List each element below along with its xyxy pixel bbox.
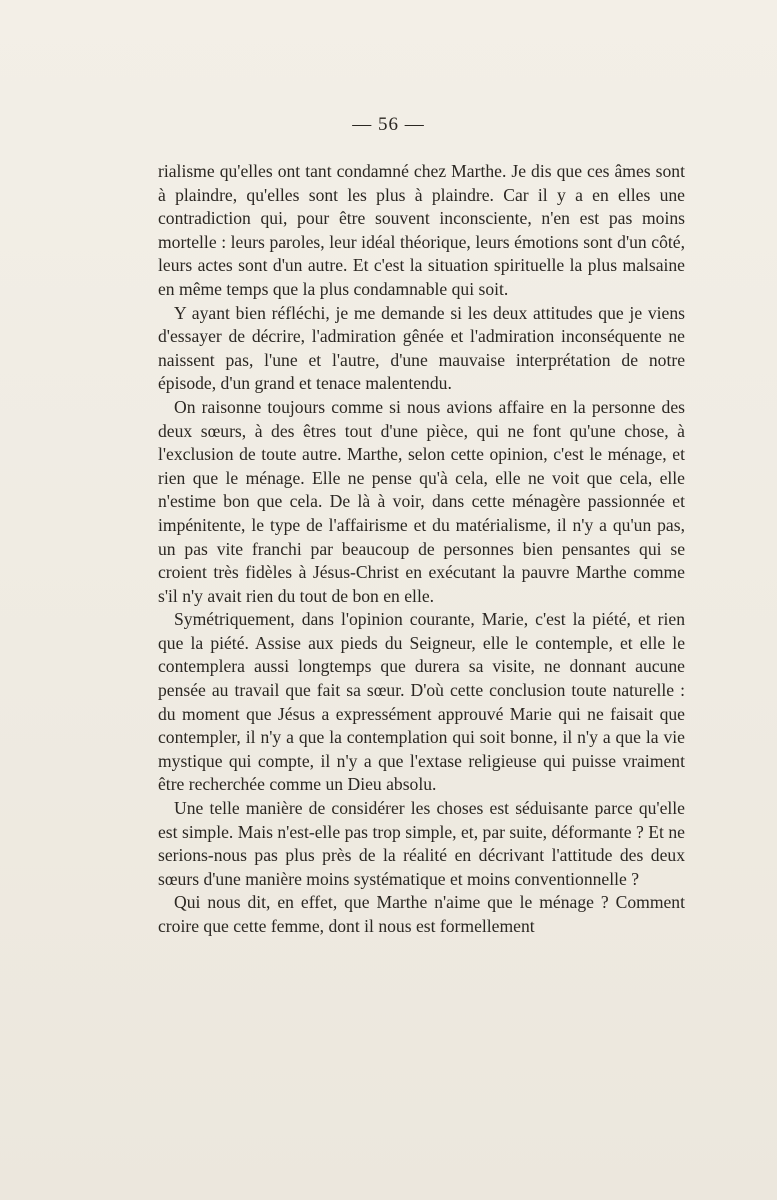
paragraph-6: Qui nous dit, en effet, que Marthe n'aime que le ménage ? Comment croire que cette femme, dont il nous est formellement	[158, 892, 685, 936]
page-number: — 56 —	[352, 114, 425, 135]
paragraph-1: rialisme qu'elles ont tant condamné chez Marthe. Je dis que ces âmes sont à plaindre, qu'elles sont les plus à plaindre. Car il y a en elles une contradiction qui, pour être souvent inconsciente, n'en est pas moins mortelle : leurs paroles, leur idéal théorique, leurs émotions sont d'un côté, leurs actes sont d'un autre. Et c'est la situation spirituelle la plus malsaine en même temps que la plus condamnable qui soit.	[158, 161, 685, 299]
paragraph-2: Y ayant bien réfléchi, je me demande si les deux attitudes que je viens d'essayer de décrire, l'admiration gênée et l'admiration inconséquente ne naissent pas, l'une et l'autre, d'une mauvaise interprétation de notre épisode, d'un grand et tenace malentendu.	[158, 302, 685, 394]
paragraph-3: On raisonne toujours comme si nous avions affaire en la personne des deux sœurs, à des êtres tout d'une pièce, qui ne font qu'une chose, à l'exclusion de toute autre. Marthe, selon cette opinion, c'est le ménage, et rien que le ménage. Elle ne pense qu'à cela, elle ne voit que cela, elle n'estime bon que cela. De là à voir, dans cette ménagère passionnée et impénitente, le type de l'affairisme et du matérialisme, il n'y a qu'un pas, un pas vite franchi par beaucoup de personnes bien pensantes qui se croient très fidèles à Jésus-Christ en exécutant la pauvre Marthe comme s'il n'y avait rien du tout de bon en elle.	[158, 396, 685, 606]
body-text	[158, 160, 685, 939]
paragraph-5: Une telle manière de considérer les choses est séduisante parce qu'elle est simple. Mais n'est-elle pas trop simple, et, par suite, déformante ? Et ne serions-nous pas plus près de la réalité en décrivant l'attitude des deux sœurs d'une manière moins systématique et moins conventionnelle ?	[158, 798, 685, 889]
paragraph-4: Symétriquement, dans l'opinion courante, Marie, c'est la piété, et rien que la piété. Assise aux pieds du Seigneur, elle le contemple, et elle le contemplera aussi longtemps que durera sa visite, ne donnant aucune pensée au travail que fait sa sœur. D'où cette conclusion toute naturelle : du moment que Jésus a expressément approuvé Marie qui ne faisait que contempler, il n'y a que la contemplation qui soit bonne, il n'y a que la vie mystique qui compte, il n'y a que l'extase religieuse qui puisse vraiment être recherchée comme un Dieu absolu.	[158, 609, 685, 795]
